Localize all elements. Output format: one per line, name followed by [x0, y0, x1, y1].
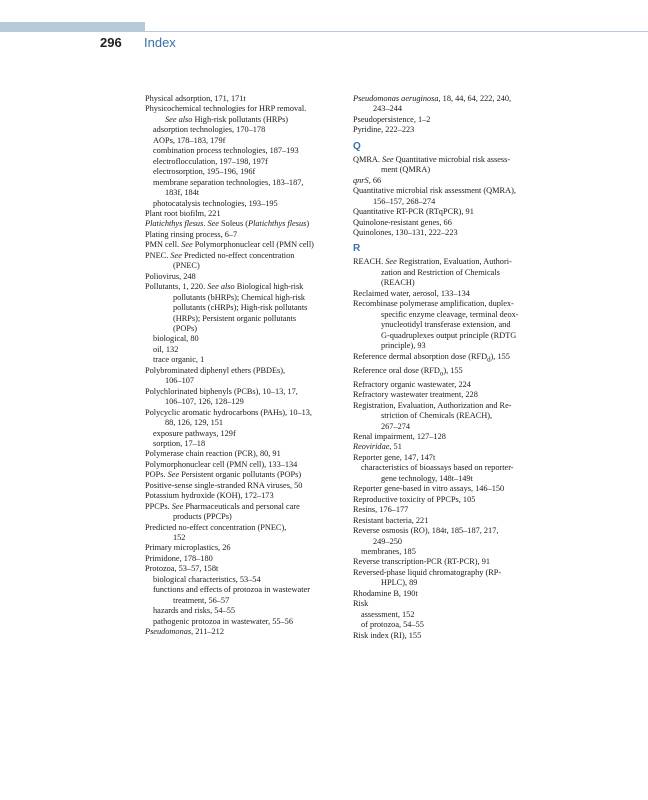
index-entry: pollutants (cHRPs); High-risk pollutants — [173, 303, 308, 313]
index-entry: membranes, 185 — [361, 546, 416, 556]
index-entry: assessment, 152 — [361, 609, 415, 619]
section-letter: Q — [353, 140, 361, 152]
index-entry: Registration, Evaluation, Authorization and Re- — [353, 400, 512, 410]
index-entry: trace organic, 1 — [153, 355, 205, 365]
index-entry: PNEC. See Predicted no-effect concentration — [145, 250, 295, 260]
index-entry: 152 — [173, 533, 186, 543]
index-entry: Quinolones, 130–131, 222–223 — [353, 227, 458, 237]
index-entry: Reverse osmosis (RO), 184t, 185–187, 217, — [353, 526, 499, 536]
index-entry: G-quadruplexes output principle (RDTG — [381, 330, 517, 340]
index-entry: Polychlorinated biphenyls (PCBs), 10–13, 17, — [145, 386, 298, 396]
index-entry: Plating rinsing process, 6–7 — [145, 229, 238, 239]
index-entry: Physical adsorption, 171, 171t — [145, 94, 246, 103]
index-entry: Pseudomonas aeruginosa, 18, 44, 64, 222, 240, — [353, 94, 512, 103]
index-entry: Pseudomonas, 211–212 — [145, 627, 224, 637]
index-entry: 183f, 184t — [165, 188, 200, 198]
index-entry: Pollutants, 1, 220. See also Biological high-risk — [145, 282, 304, 292]
page-number: 296 — [100, 35, 122, 50]
index-entry: 249–250 — [373, 536, 403, 546]
index-entry: REACH. See Registration, Evaluation, Authori- — [353, 257, 512, 267]
index-entry: exposure pathways, 129f — [153, 428, 236, 438]
index-entry: PMN cell. See Polymorphonuclear cell (PMN cell) — [145, 240, 314, 250]
index-entry: Refractory organic wastewater, 224 — [353, 379, 471, 389]
index-entry: pollutants (bHRPs); Chemical high-risk — [173, 292, 306, 302]
index-entry: Reference oral dose $(RFD_o)$, 155 — [353, 365, 463, 378]
index-entry: Reoviridae, 51 — [353, 442, 402, 452]
index-entry: Resins, 176–177 — [353, 505, 409, 515]
index-entry: Refractory wastewater treatment, 228 — [353, 390, 478, 400]
index-column-right — [353, 94, 558, 641]
index-entry: Risk index (RI), 155 — [353, 630, 422, 640]
index-entry: Risk — [353, 599, 369, 609]
index-entry: principle), 93 — [381, 341, 426, 351]
index-entry: Reference dermal absorption dose $(RFD_d)$, 155 — [353, 351, 510, 364]
index-entry: ment (QMRA) — [381, 165, 431, 175]
index-entry: sorption, 17–18 — [153, 438, 206, 448]
index-entry: Positive-sense single-stranded RNA viruses, 50 — [145, 480, 303, 490]
index-entry: adsorption technologies, 170–178 — [153, 125, 266, 135]
index-entry: (REACH) — [381, 278, 415, 288]
index-entry: (HRPs); Persistent organic pollutants — [173, 313, 297, 323]
index-entry: 106–107, 126, 128–129 — [165, 397, 244, 407]
index-entry: Reproductive toxicity of PPCPs, 105 — [353, 494, 476, 504]
index-entry: functions and effects of protozoa in wastewater — [153, 585, 310, 595]
index-entry: Pyridine, 222–223 — [353, 125, 415, 135]
index-entry: specific enzyme cleavage, terminal deox- — [381, 309, 519, 319]
header-rule — [0, 31, 648, 32]
index-entry: Quantitative RT-PCR (RTqPCR), 91 — [353, 207, 474, 217]
index-entry: pathogenic protozoa in wastewater, 55–56 — [153, 616, 293, 626]
index-entry: POPs. See Persistent organic pollutants (POPs) — [145, 470, 302, 480]
index-entry: gene technology, 148t–149t — [381, 473, 473, 483]
page-title: Index — [144, 35, 176, 50]
index-entry: Reverse transcription-PCR (RT-PCR), 91 — [353, 557, 491, 567]
index-entry: treatment, 56–57 — [173, 595, 230, 605]
index-entry: 267–274 — [381, 421, 411, 431]
index-entry: Renal impairment, 127–128 — [353, 432, 446, 441]
index-entry: Resistant bacteria, 221 — [353, 515, 429, 525]
index-entry: Reclaimed water, aerosol, 133–134 — [353, 288, 470, 298]
index-entry: 106–107 — [165, 376, 195, 386]
index-entry: Potassium hydroxide (KOH), 172–173 — [145, 491, 274, 501]
index-entry: (POPs) — [173, 323, 197, 333]
index-entry: Quinolone-resistant genes, 66 — [353, 217, 452, 227]
index-entry: electrosorption, 195–196, 196f — [153, 167, 256, 177]
section-letter: R — [353, 243, 361, 255]
index-entry: Reporter gene, 147, 147t — [353, 452, 436, 462]
index-entry: 88, 126, 129, 151 — [165, 418, 224, 428]
index-entry: hazards and risks, 54–55 — [153, 606, 236, 616]
index-entry: combination process technologies, 187–193 — [153, 146, 299, 156]
index-entry: Polycyclic aromatic hydrocarbons (PAHs), 10–13, — [145, 407, 312, 417]
index-entry: biological characteristics, 53–54 — [153, 574, 261, 584]
index-entry: Poliovirus, 248 — [145, 271, 196, 281]
index-entry: photocatalysis technologies, 193–195 — [153, 198, 278, 208]
index-entry: Polymerase chain reaction (PCR), 80, 91 — [145, 449, 281, 459]
index-entry: Reversed-phase liquid chromatography (RP- — [353, 567, 502, 577]
index-entry: characteristics of bioassays based on reporter- — [361, 463, 514, 473]
index-entry: See also High-risk pollutants (HRPs) — [165, 114, 289, 124]
index-entry: qnrS, 66 — [353, 175, 382, 185]
index-entry: products (PPCPs) — [173, 512, 232, 522]
index-entry: 156–157, 268–274 — [373, 196, 436, 206]
index-entry: Predicted no-effect concentration (PNEC), — [145, 522, 287, 532]
index-entry: electroflocculation, 197–198, 197f — [153, 156, 268, 166]
index-entry: Recombinase polymerase amplification, duplex- — [353, 299, 514, 309]
index-entry: membrane separation technologies, 183–187, — [153, 177, 304, 187]
index-entry: Physicochemical technologies for HRP removal. — [145, 104, 307, 114]
index-column-left — [145, 94, 345, 638]
index-entry: Reporter gene-based in vitro assays, 146–150 — [353, 484, 505, 494]
index-entry: QMRA. See Quantitative microbial risk assess- — [353, 154, 511, 164]
index-entry: ynucleotidyl transferase extension, and — [381, 320, 511, 330]
index-entry: (PNEC) — [173, 261, 200, 271]
index-entry: biological, 80 — [153, 334, 199, 344]
index-entry: of protozoa, 54–55 — [361, 620, 424, 630]
index-entry: Quantitative microbial risk assessment (QMRA), — [353, 186, 516, 196]
index-entry: striction of Chemicals (REACH), — [381, 411, 493, 421]
index-entry: oil, 132 — [153, 344, 179, 354]
index-entry: Polymorphonuclear cell (PMN cell), 133–134 — [145, 459, 298, 469]
index-entry: Protozoa, 53–57, 158t — [145, 564, 219, 574]
index-entry: Platichthys flesus. See Soleus (Platichthys flesus) — [145, 219, 310, 229]
index-entry: Plant root biofilm, 221 — [145, 208, 221, 218]
index-entry: 243–244 — [373, 104, 403, 114]
index-entry: AOPs, 178–183, 179f — [153, 135, 226, 145]
index-entry: HPLC), 89 — [381, 578, 418, 588]
index-entry: Polybrominated diphenyl ethers (PBDEs), — [145, 365, 286, 375]
index-entry: PPCPs. See Pharmaceuticals and personal care — [145, 501, 300, 511]
index-entry: Rhodamine B, 190t — [353, 588, 418, 598]
index-entry: Primidone, 178–180 — [145, 553, 213, 563]
index-entry: Primary microplastics, 26 — [145, 543, 231, 553]
index-entry: zation and Restriction of Chemicals — [381, 267, 500, 277]
index-entry: Pseudopersistence, 1–2 — [353, 114, 431, 124]
